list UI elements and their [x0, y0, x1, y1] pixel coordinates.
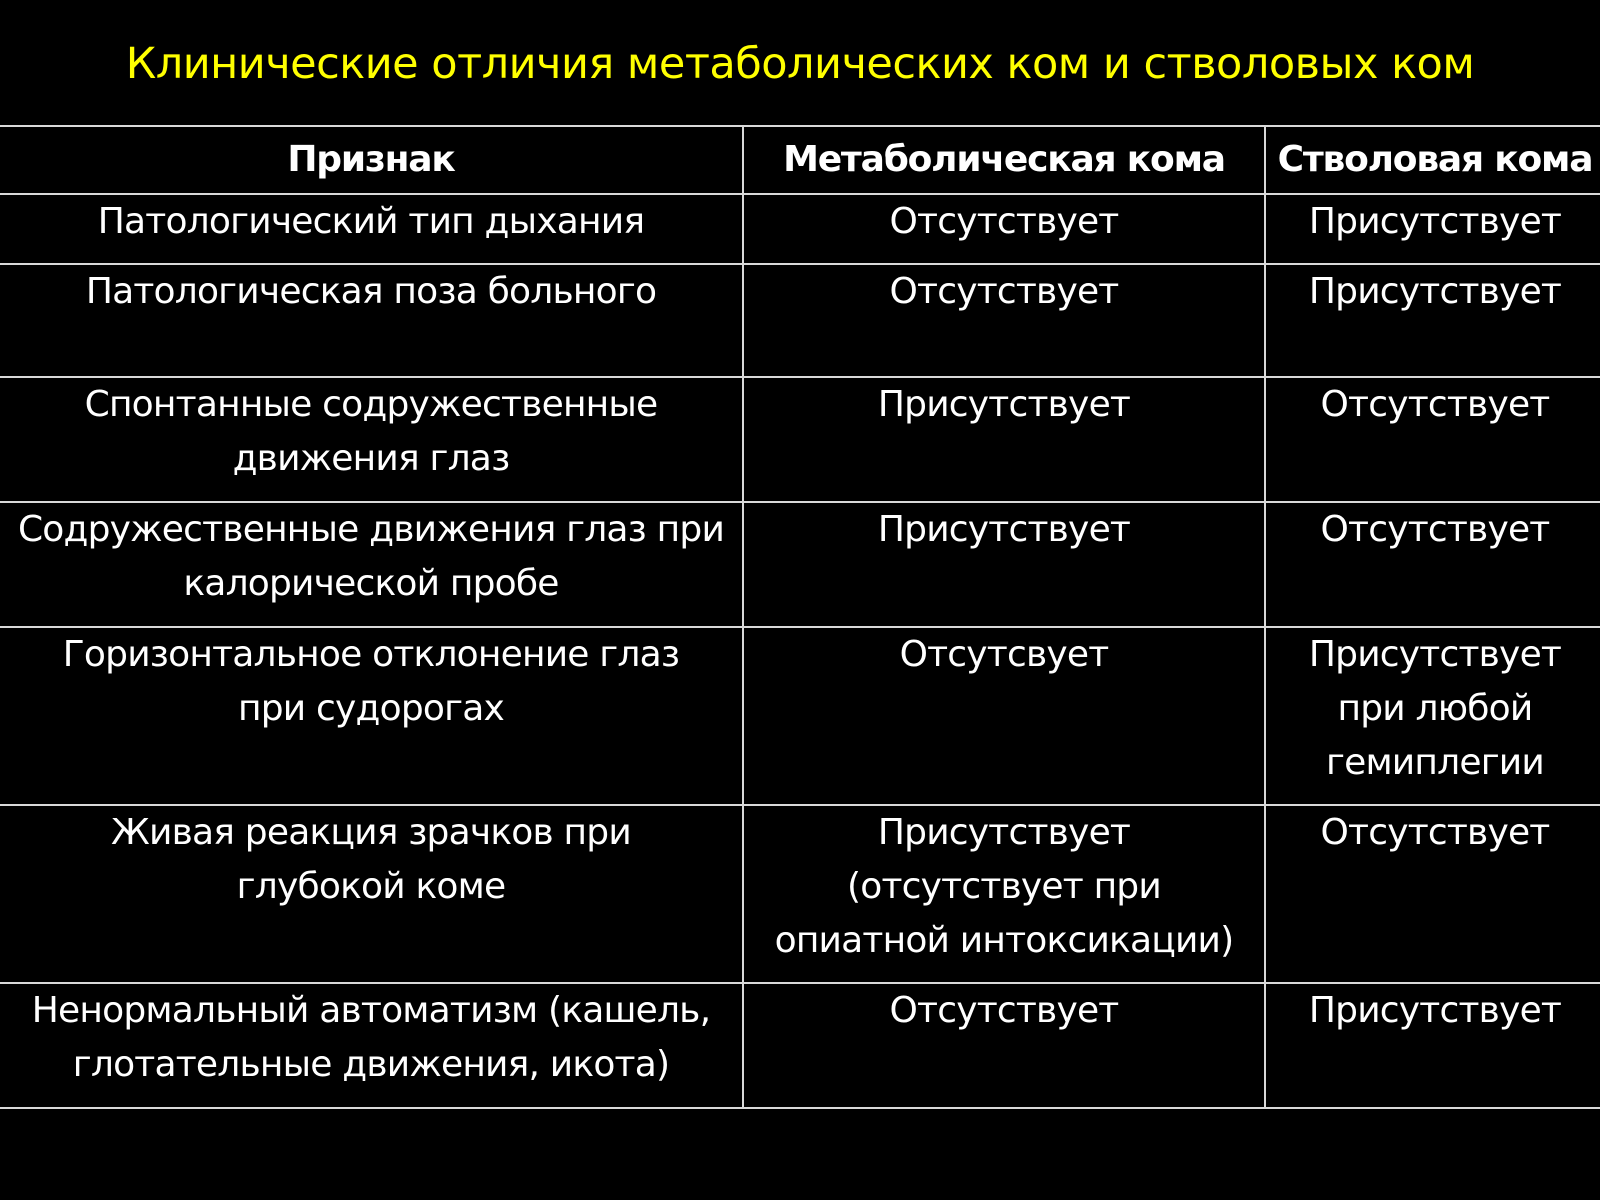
header-metabolic-coma: Метаболическая кома [743, 126, 1265, 194]
table-row [0, 194, 1600, 264]
cell-line: Отсутствует [889, 271, 1119, 312]
metabolic-cell [743, 377, 1265, 502]
table-row [0, 805, 1600, 983]
cell-line: (отсутствует при [847, 866, 1161, 907]
cell-line: Присутствует [877, 509, 1131, 550]
cell-line: Спонтанные содружественные [84, 384, 658, 425]
stem-cell [1265, 194, 1600, 264]
cell-line: Присутствует [877, 384, 1131, 425]
stem-cell [1265, 627, 1600, 805]
cell-line: Присутствует [1308, 271, 1562, 312]
metabolic-cell [743, 194, 1265, 264]
metabolic-cell [743, 983, 1265, 1108]
sign-cell [0, 377, 743, 502]
cell-line: калорической пробе [183, 563, 559, 604]
stem-cell [1265, 983, 1600, 1108]
cell-line: Ненормальный автоматизм (кашель, [31, 990, 711, 1031]
cell-line: Отсутствует [1320, 812, 1550, 853]
sign-cell [0, 805, 743, 983]
table-row [0, 264, 1600, 377]
cell-line: глотательные движения, икота) [72, 1044, 670, 1085]
sign-cell [0, 264, 743, 377]
cell-line: при любой [1337, 688, 1533, 729]
table-row [0, 983, 1600, 1108]
sign-cell [0, 627, 743, 805]
header-stem-coma: Стволовая кома [1265, 126, 1600, 194]
cell-line: при судорогах [238, 688, 504, 729]
sign-cell [0, 194, 743, 264]
metabolic-cell [743, 805, 1265, 983]
cell-line: глубокой коме [236, 866, 506, 907]
stem-cell [1265, 377, 1600, 502]
cell-line: Присутствует [1308, 990, 1562, 1031]
table-row [0, 627, 1600, 805]
table-row [0, 502, 1600, 627]
metabolic-cell [743, 627, 1265, 805]
header-sign: Признак [0, 126, 743, 194]
cell-line: Патологический тип дыхания [97, 201, 645, 242]
cell-line: Живая реакция зрачков при [111, 812, 631, 853]
stem-cell [1265, 805, 1600, 983]
comparison-table [0, 125, 1600, 1109]
cell-line: Присутствует [1308, 201, 1562, 242]
metabolic-cell [743, 502, 1265, 627]
cell-line: Отсутствует [1320, 384, 1550, 425]
sign-cell [0, 983, 743, 1108]
cell-line: Присутствует [1308, 634, 1562, 675]
cell-line: Отсутствует [889, 990, 1119, 1031]
cell-line: Отсутствует [1320, 509, 1550, 550]
cell-line: Горизонтальное отклонение глаз [62, 634, 680, 675]
stem-cell [1265, 264, 1600, 377]
cell-line: Патологическая поза больного [85, 271, 657, 312]
stem-cell [1265, 502, 1600, 627]
cell-line: Отсутствует [889, 201, 1119, 242]
cell-line: опиатной интоксикации) [774, 920, 1234, 961]
metabolic-cell [743, 264, 1265, 377]
cell-line: гемиплегии [1325, 742, 1545, 783]
slide-title: Клинические отличия метаболических ком и стволовых ком [125, 39, 1475, 89]
cell-line: Содружественные движения глаз при [17, 509, 725, 550]
cell-line: Присутствует [877, 812, 1131, 853]
cell-line: движения глаз [232, 438, 510, 479]
sign-cell [0, 502, 743, 627]
cell-line: Отсутсвует [899, 634, 1109, 675]
table-row [0, 377, 1600, 502]
table-header-row [0, 126, 1600, 194]
